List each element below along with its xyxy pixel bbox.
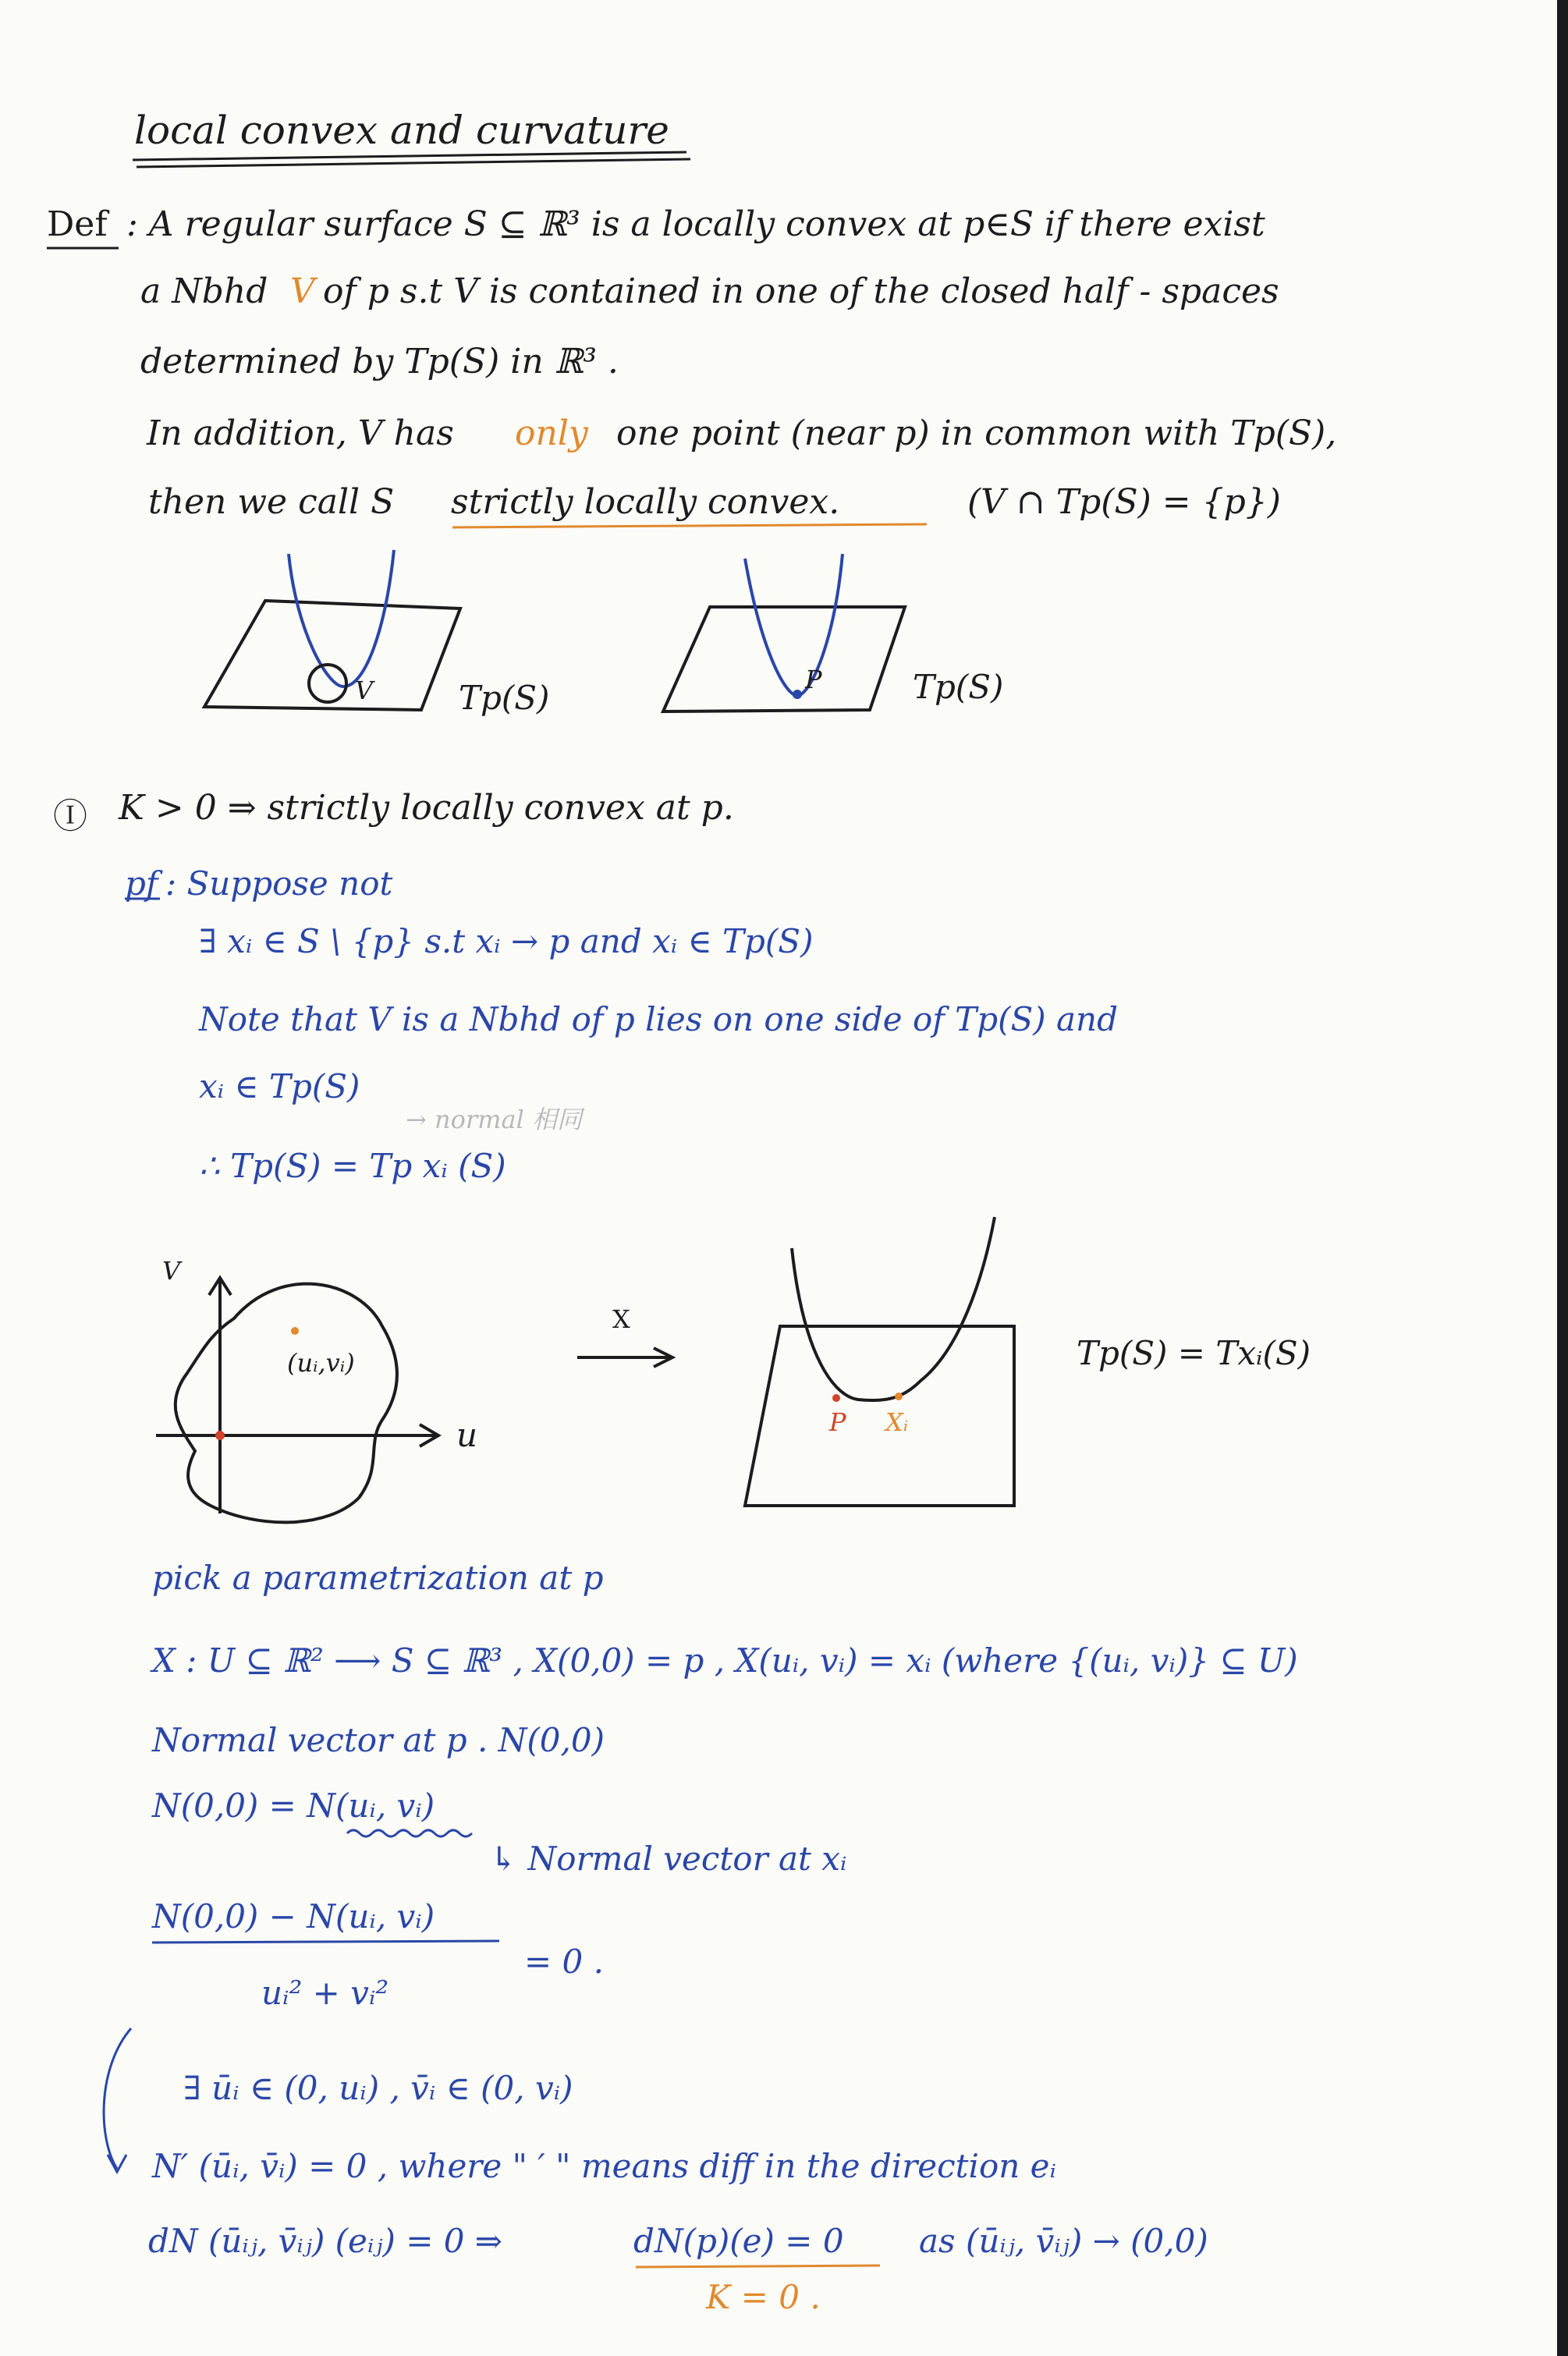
definition-only-highlight: only [515, 413, 588, 453]
figure-1-label-v: V [355, 676, 374, 705]
figure-2-axis-u: u [456, 1416, 478, 1454]
definition-line-2b: of p s.t V is contained in one of the closed half - spaces [323, 271, 1279, 311]
figure-2-label-p: P [829, 1407, 846, 1437]
proof-line-4: xᵢ ∈ Tp(S) [199, 1067, 360, 1105]
step-limit-b: as (ūᵢⱼ, v̄ᵢⱼ) → (0,0) [919, 2222, 1208, 2260]
step-normal-at-xi: ↳ Normal vector at xᵢ [490, 1840, 847, 1878]
step-limit-a: dN (ūᵢⱼ, v̄ᵢⱼ) (eᵢⱼ) = 0 ⇒ [148, 2222, 503, 2260]
step-pick-parametrization: pick a parametrization at p [152, 1559, 604, 1597]
definition-line-3: determined by Tp(S) in ℝ³ . [140, 342, 619, 381]
definition-line-5a: then we call S [148, 482, 395, 522]
step-directional-derivative: N′ (ūᵢ, v̄ᵢ) = 0 , where " ′ " means diff in the direction eᵢ [152, 2147, 1056, 2185]
fraction-denominator: uᵢ² + vᵢ² [261, 1974, 389, 2012]
step-normals-equal: N(0,0) = N(uᵢ, vᵢ) [152, 1787, 435, 1825]
proof-label: pf [125, 864, 158, 903]
figure-2-point-label: (uᵢ,vᵢ) [287, 1348, 355, 1378]
figure-1-label-plane-right: Tp(S) [913, 668, 1004, 706]
definition-line-4b: one point (near p) in common with Tp(S), [616, 413, 1337, 453]
claim-text: K > 0 ⇒ strictly locally convex at p. [119, 788, 734, 828]
step-limit-differential: dN(p)(e) = 0 [633, 2222, 844, 2260]
definition-label: Def [47, 204, 108, 244]
definition-v-highlight: V [290, 271, 315, 311]
definition-line-2a: a Nbhd [140, 271, 268, 311]
proof-line-5: ∴ Tp(S) = Tp xᵢ (S) [199, 1147, 506, 1185]
definition-line-1: : A regular surface S ⊆ ℝ³ is a locally convex at p∈S if there exist [126, 204, 1265, 244]
figure-1-label-p: P [805, 665, 822, 694]
page-edge [1557, 0, 1568, 2356]
proof-line-1: : Suppose not [165, 864, 393, 903]
proof-line-3: Note that V is a Nbhd of p lies on one side of Tp(S) and [199, 1000, 1118, 1038]
figure-1-label-plane-left: Tp(S) [459, 679, 550, 717]
fraction-numerator: N(0,0) − N(uᵢ, vᵢ) [152, 1897, 435, 1936]
fraction-equals-zero: = 0 . [524, 1943, 604, 1981]
figure-2-axis-v: V [162, 1256, 181, 1286]
claim-number: Ⓘ [53, 797, 87, 836]
definition-line-4a: In addition, V has [147, 413, 454, 453]
figure-2-plane-equation: Tp(S) = Txᵢ(S) [1077, 1334, 1311, 1372]
page-title: local convex and curvature [134, 108, 669, 153]
figure-2-map-label: X [612, 1304, 630, 1334]
conclusion-k-zero: K = 0 . [706, 2278, 821, 2316]
figure-2-label-xi: Xᵢ [885, 1407, 909, 1437]
proof-line-2: ∃ xᵢ ∈ S \ {p} s.t xᵢ → p and xᵢ ∈ Tp(S) [199, 922, 814, 960]
step-map-definition: X : U ⊆ ℝ² ⟶ S ⊆ ℝ³ , X(0,0) = p , X(uᵢ, vᵢ) = xᵢ (where {(uᵢ, vᵢ)} ⊆ U) [152, 1641, 1298, 1680]
definition-strictly-convex: strictly locally convex. [451, 482, 840, 522]
step-mean-value-exists: ∃ ūᵢ ∈ (0, uᵢ) , v̄ᵢ ∈ (0, vᵢ) [183, 2069, 573, 2107]
proof-margin-note: → normal 相同 [406, 1105, 582, 1134]
definition-line-5b: (V ∩ Tp(S) = {p}) [967, 482, 1281, 522]
step-normal-at-p: Normal vector at p . N(0,0) [152, 1721, 605, 1759]
